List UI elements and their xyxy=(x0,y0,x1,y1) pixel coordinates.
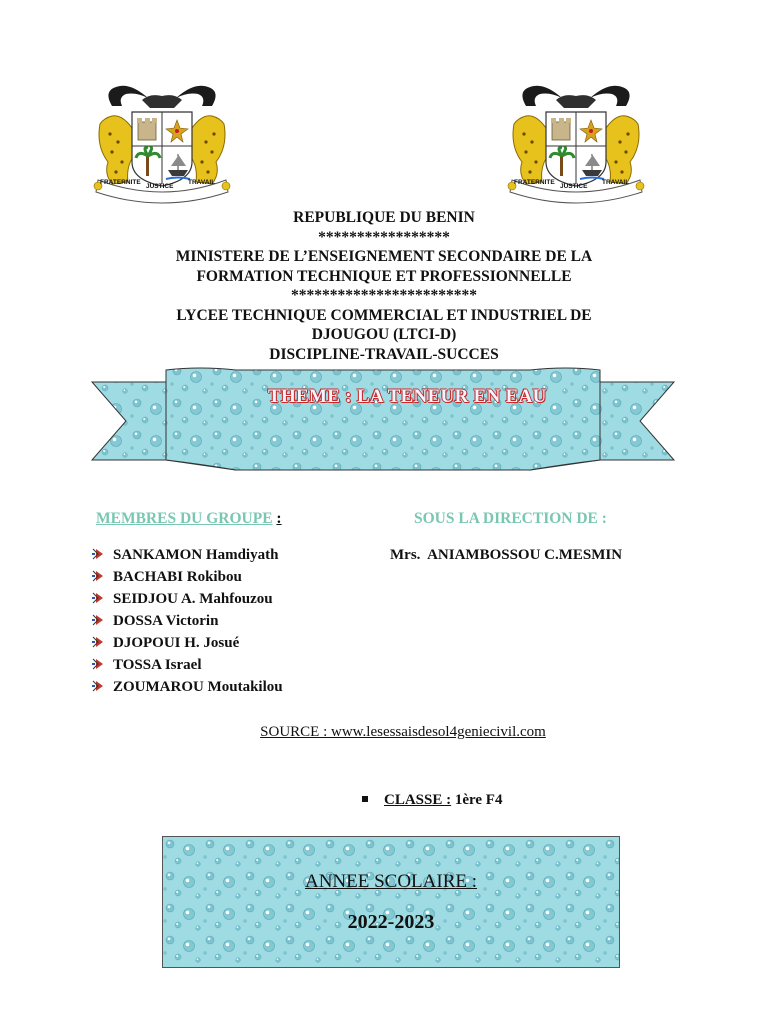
classe-label: CLASSE : xyxy=(384,792,452,808)
annee-box xyxy=(162,836,620,968)
source-link[interactable]: SOURCE : www.lesessaisdesol4geniecivil.com xyxy=(260,724,546,740)
member-item xyxy=(92,566,283,588)
member-item xyxy=(92,544,283,566)
annee-value: 2022-2023 xyxy=(347,911,435,933)
member-item xyxy=(92,588,283,610)
members-heading xyxy=(96,510,282,528)
ministry-line: FORMATION TECHNIQUE ET PROFESSIONNELLE xyxy=(196,267,572,285)
crest-motto-word: JUSTICE xyxy=(146,183,174,190)
crest-motto-word: FRATERNITE xyxy=(514,179,555,186)
separator: ************************ xyxy=(291,287,477,304)
crest-motto-word: JUSTICE xyxy=(560,183,588,190)
members-list xyxy=(92,544,283,698)
arrow-bullet-icon xyxy=(92,636,104,648)
direction-heading: SOUS LA DIRECTION DE : xyxy=(414,510,607,527)
annee-label: ANNEE SCOLAIRE : xyxy=(304,871,478,892)
member-name: DJOPOUI H. Josué xyxy=(113,635,240,651)
coat-of-arms-right xyxy=(506,84,646,204)
school-line: LYCEE TECHNIQUE COMMERCIAL ET INDUSTRIEL DE xyxy=(176,306,592,324)
member-name: ZOUMAROU Moutakilou xyxy=(113,679,283,695)
theme-banner xyxy=(90,364,676,476)
members-heading-colon: : xyxy=(276,510,282,527)
member-name: SEIDJOU A. Mahfouzou xyxy=(113,591,273,607)
member-name: SANKAMON Hamdiyath xyxy=(113,547,279,563)
crest-motto-word: TRAVAIL xyxy=(188,179,216,186)
separator: ***************** xyxy=(318,228,450,246)
republic-title: REPUBLIQUE DU BENIN xyxy=(293,209,475,226)
classe-value: 1ère F4 xyxy=(451,792,503,808)
arrow-bullet-icon xyxy=(92,548,104,560)
theme-title: THEME : LA TENEUR EN EAU xyxy=(268,386,547,407)
member-item xyxy=(92,632,283,654)
arrow-bullet-icon xyxy=(92,570,104,582)
member-name: BACHABI Rokibou xyxy=(113,569,242,585)
supervisor-name: Mrs. ANIAMBOSSOU C.MESMIN xyxy=(390,547,623,563)
crest-motto-word: TRAVAIL xyxy=(602,179,630,186)
arrow-bullet-icon xyxy=(92,614,104,626)
arrow-bullet-icon xyxy=(92,592,104,604)
member-item xyxy=(92,610,283,632)
school-line: DJOUGOU (LTCI-D) xyxy=(311,326,457,343)
member-item xyxy=(92,676,283,698)
member-item xyxy=(92,654,283,676)
school-motto: DISCIPLINE-TRAVAIL-SUCCES xyxy=(269,345,499,363)
member-name: TOSSA Israel xyxy=(113,657,202,673)
classe-line xyxy=(362,792,502,809)
ministry-line: MINISTERE DE L’ENSEIGNEMENT SECONDAIRE DE LA xyxy=(175,248,593,265)
arrow-bullet-icon xyxy=(92,680,104,692)
coat-of-arms-left xyxy=(92,84,232,204)
crest-motto-word: FRATERNITE xyxy=(100,179,141,186)
header-block xyxy=(0,208,768,364)
members-heading-text: MEMBRES DU GROUPE xyxy=(96,510,273,527)
square-bullet-icon xyxy=(362,796,368,802)
arrow-bullet-icon xyxy=(92,658,104,670)
member-name: DOSSA Victorin xyxy=(113,613,219,629)
